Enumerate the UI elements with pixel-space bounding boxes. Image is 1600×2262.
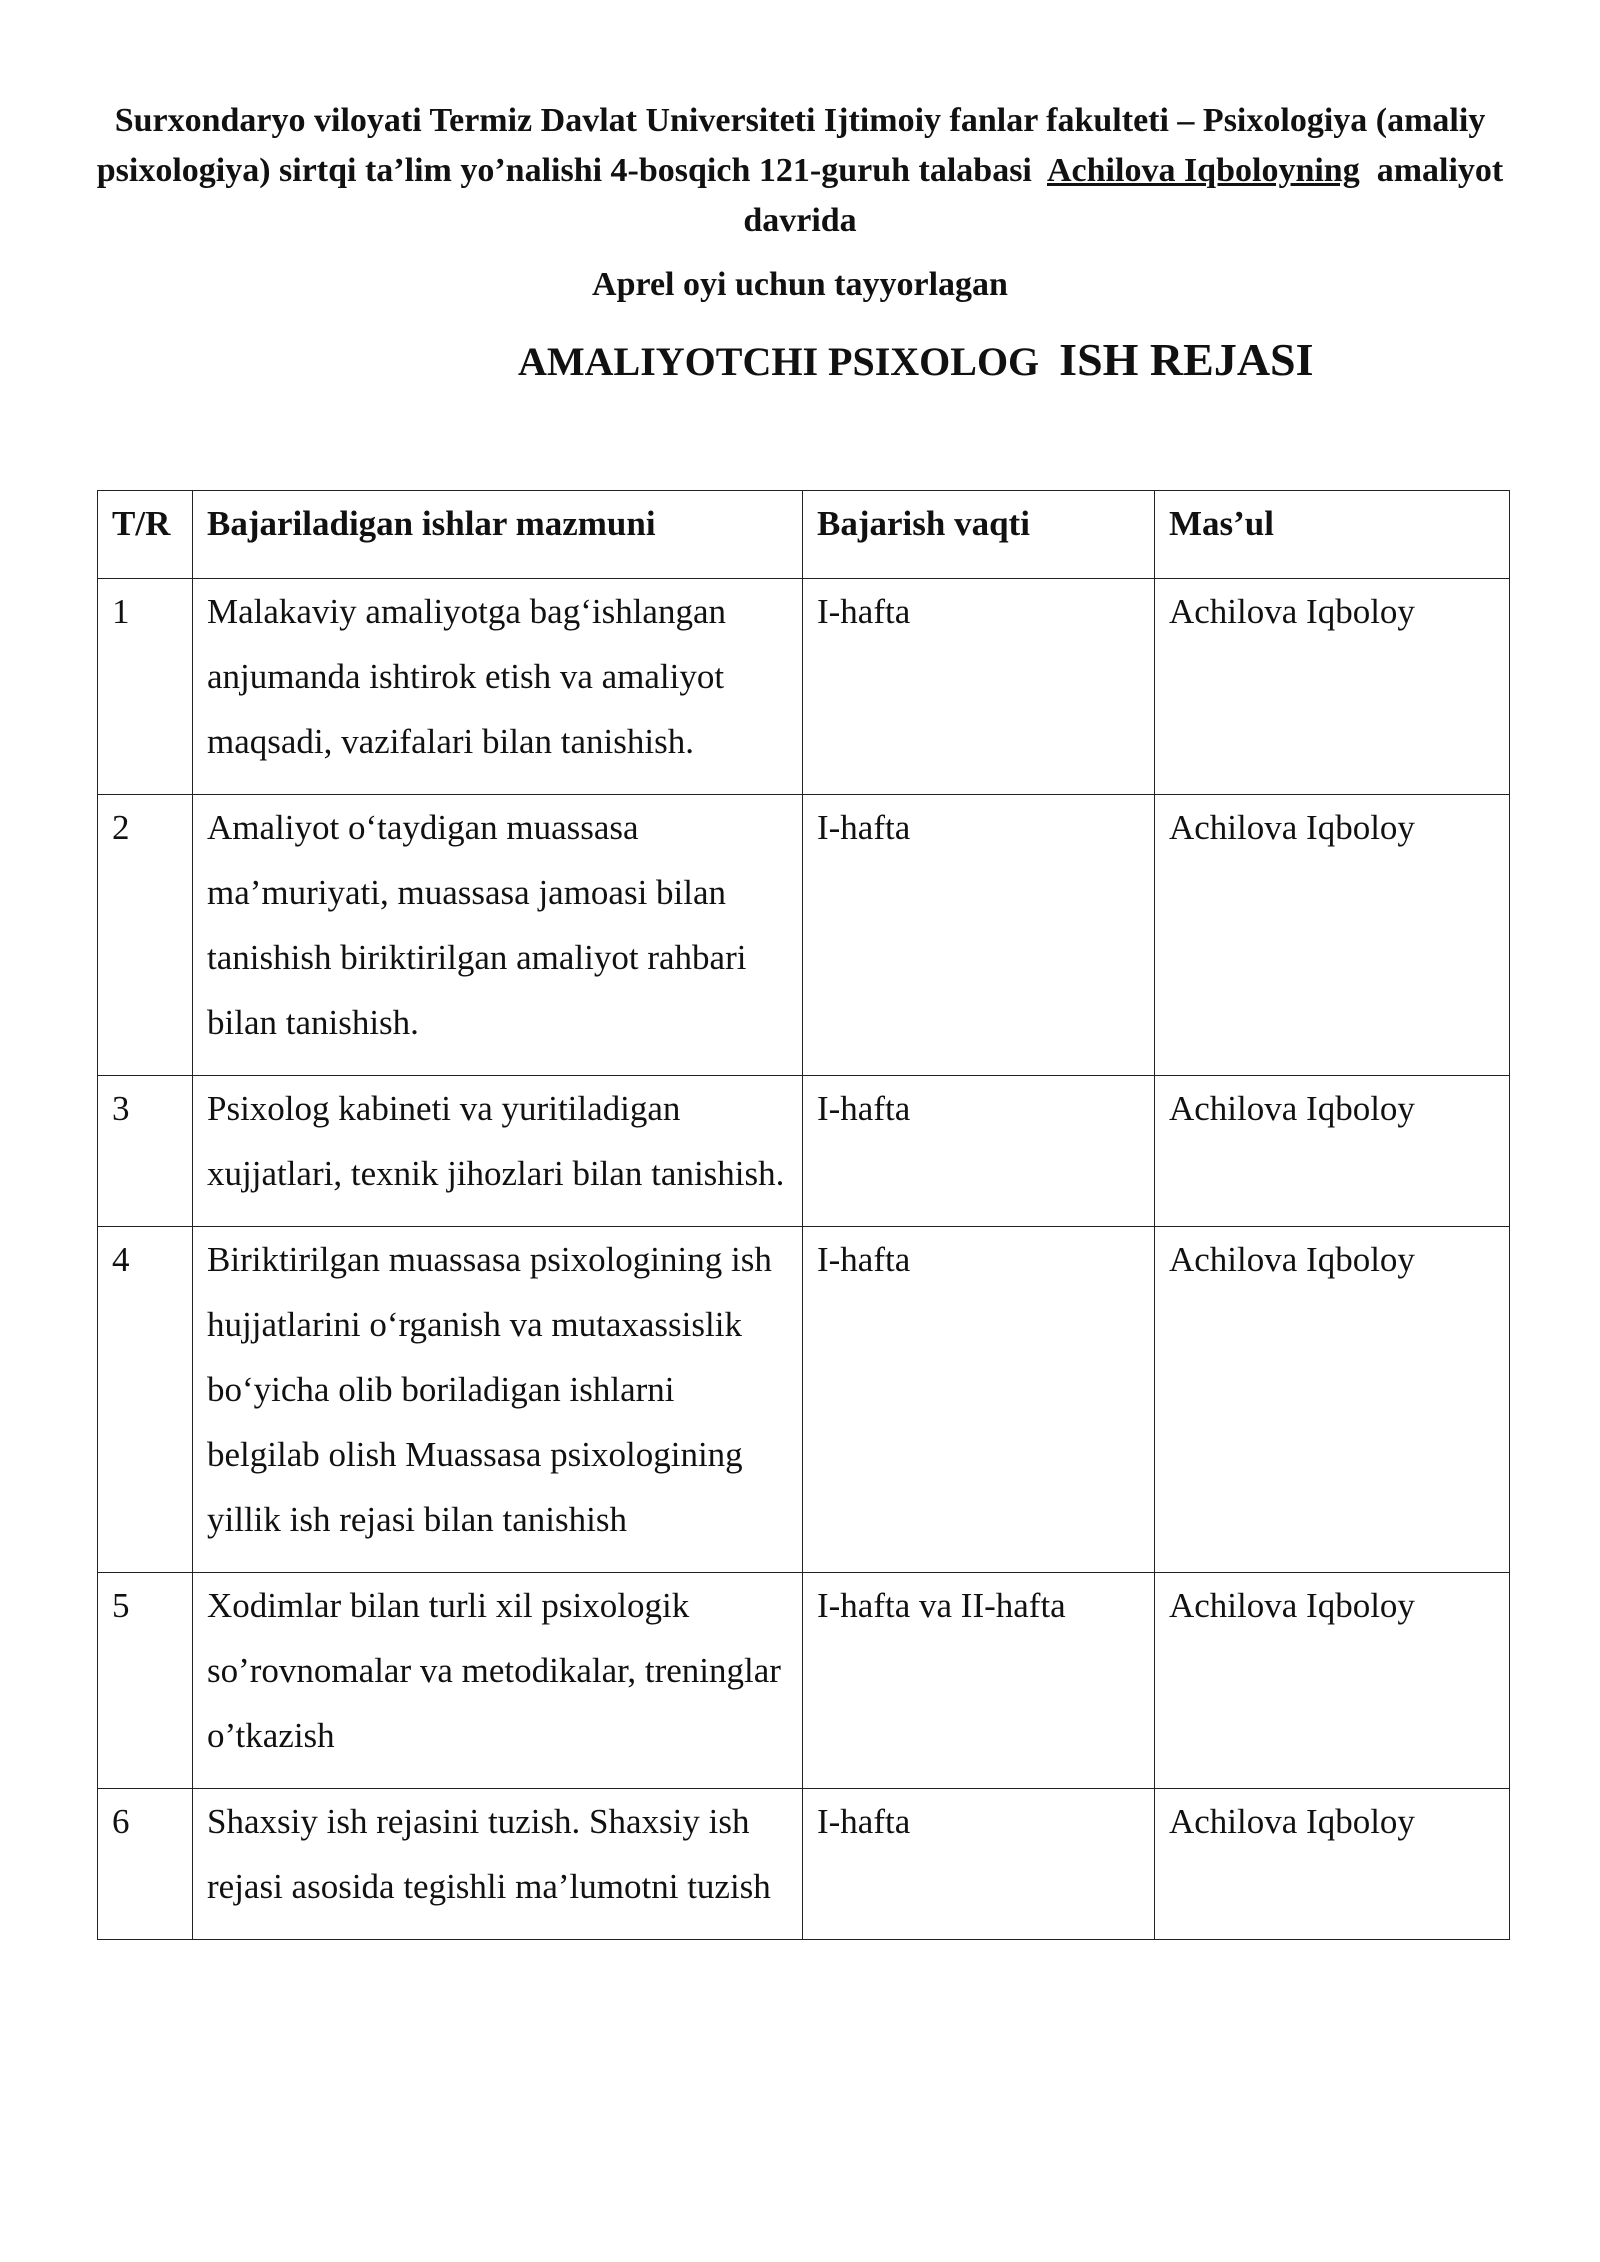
row-content: Psixolog kabineti va yuritiladigan xujjatlari, texnik jihozlari bilan tanishish. (193, 1076, 803, 1227)
table-row (98, 1227, 1510, 1573)
row-content: Biriktirilgan muassasa psixologining ish hujjatlarini o‘rganish va mutaxassislik bo‘yicha olib boriladigan ishlarni belgilab olish Muassasa psixologining yillik ish rejasi bilan tanishish (193, 1227, 803, 1573)
row-num: 2 (98, 795, 193, 1076)
row-time: I-hafta (803, 1227, 1155, 1573)
header-text-end: amaliyot davrida (743, 152, 1504, 239)
table-row (98, 795, 1510, 1076)
row-content: Xodimlar bilan turli xil psixologik so’rovnomalar va metodikalar, treninglar o’tkazish (193, 1573, 803, 1789)
table-row (98, 1573, 1510, 1789)
row-num: 1 (98, 579, 193, 795)
row-time: I-hafta (803, 579, 1155, 795)
row-num: 3 (98, 1076, 193, 1227)
row-time: I-hafta (803, 1789, 1155, 1940)
table-row (98, 1076, 1510, 1227)
row-num: 5 (98, 1573, 193, 1789)
row-num: 4 (98, 1227, 193, 1573)
row-responsible: Achilova Iqboloy (1155, 1789, 1510, 1940)
row-responsible: Achilova Iqboloy (1155, 1076, 1510, 1227)
row-time: I-hafta (803, 795, 1155, 1076)
row-content: Malakaviy amaliyotga bag‘ishlangan anjumanda ishtirok etish va amaliyot maqsadi, vazifalari bilan tanishish. (193, 579, 803, 795)
table-row (98, 1789, 1510, 1940)
row-content: Shaxsiy ish rejasini tuzish. Shaxsiy ish rejasi asosida tegishli ma’lumotni tuzish (193, 1789, 803, 1940)
header-responsible: Mas’ul (1155, 491, 1510, 579)
row-responsible: Achilova Iqboloy (1155, 1573, 1510, 1789)
header-time: Bajarish vaqti (803, 491, 1155, 579)
table-row (98, 579, 1510, 795)
row-responsible: Achilova Iqboloy (1155, 795, 1510, 1076)
document-subtitle: Aprel oyi uchun tayyorlagan (592, 266, 1008, 303)
row-content: Amaliyot o‘taydigan muassasa ma’muriyati, muassasa jamoasi bilan tanishish biriktirilgan amaliyot rahbari bilan tanishish. (193, 795, 803, 1076)
row-time: I-hafta (803, 1076, 1155, 1227)
title-part-2: ISH REJASI (1059, 334, 1314, 385)
row-responsible: Achilova Iqboloy (1155, 579, 1510, 795)
header-text: Surxondaryo viloyati Termiz Davlat Universiteti Ijtimoiy fanlar fakulteti – Psixologiya (amaliy psixologiya) sirtqi ta’lim yo’nalishi 4-bosqich 121-guruh talabasi (96, 102, 1486, 189)
title-part-1: AMALIYOTCHI PSIXOLOG (518, 339, 1040, 384)
row-responsible: Achilova Iqboloy (1155, 1227, 1510, 1573)
work-plan-table (97, 490, 1510, 1940)
header-content: Bajariladigan ishlar mazmuni (193, 491, 803, 579)
student-name: Achilova Iqboloyning (1047, 152, 1360, 189)
document-title (518, 330, 1314, 392)
table-header-row (98, 491, 1510, 579)
document-header (90, 96, 1510, 246)
row-num: 6 (98, 1789, 193, 1940)
row-time: I-hafta va II-hafta (803, 1573, 1155, 1789)
header-num: T/R (98, 491, 193, 579)
